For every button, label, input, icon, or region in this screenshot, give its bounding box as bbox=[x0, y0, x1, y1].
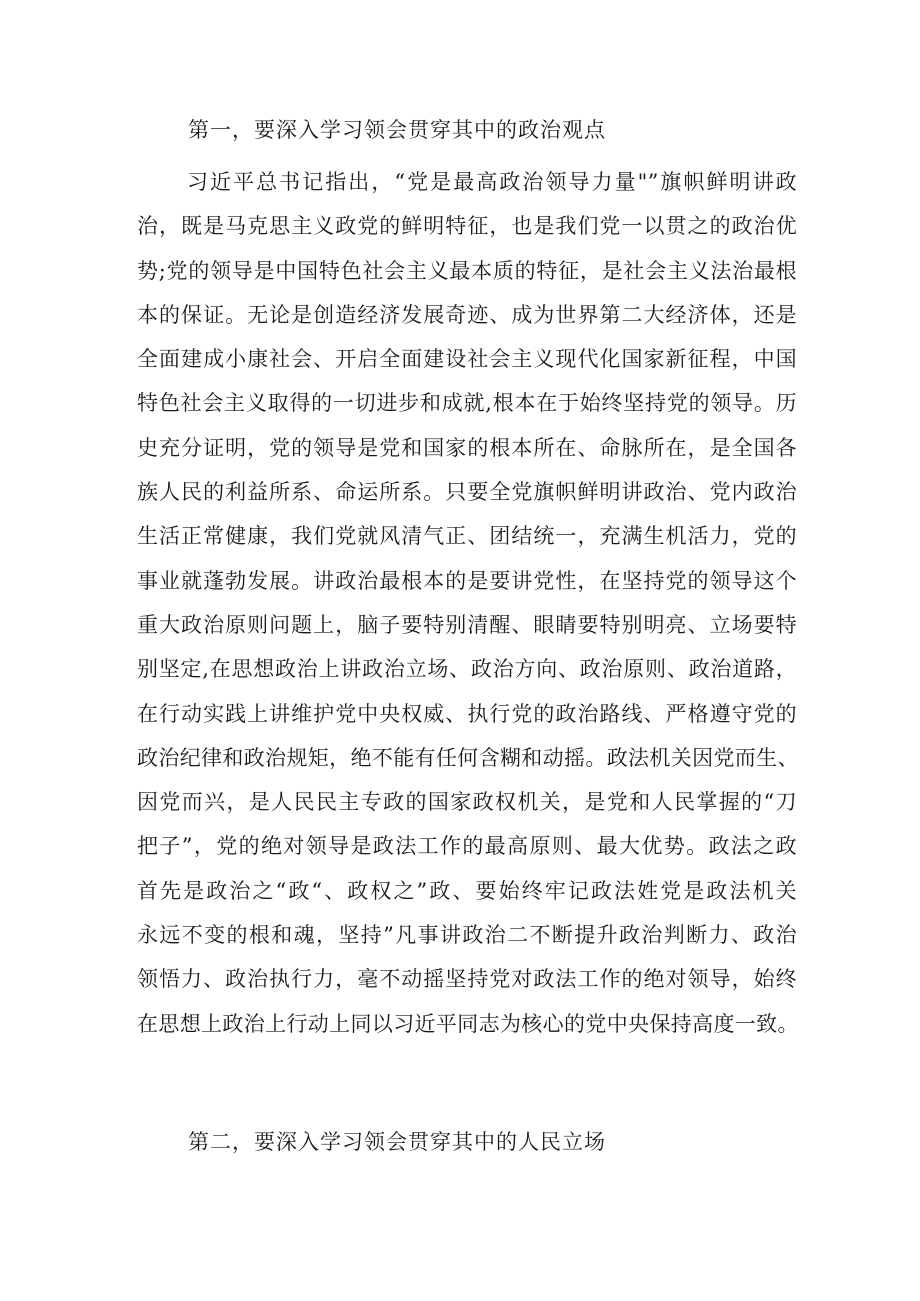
paragraph-line: 重大政治原则问题上，脑子要特别清醒、眼睛要特别明亮、立场要特 bbox=[137, 612, 797, 637]
paragraph-line: 事业就蓬勃发展。讲政治最根本的是要讲党性，在坚持党的领导这个 bbox=[137, 568, 797, 593]
paragraph-line: 治，既是马克思主义政党的鲜明特征，也是我们党一以贯之的政治优 bbox=[137, 214, 797, 239]
paragraph-line: 习近平总书记指出，“党是最高政治领导力量"”旗帜鲜明讲政 bbox=[187, 170, 797, 194]
paragraph-line: 政治纪律和政治规矩，绝不能有任何含糊和动摇。政法机关因党而生、 bbox=[137, 745, 799, 770]
paragraph-line: 因党而兴，是人民民主专政的国家政权机关，是党和人民掌握的“刀 bbox=[137, 790, 797, 815]
paragraph-line: 族人民的利益所系、命运所系。只要全党旗帜鲜明讲政治、党内政治 bbox=[137, 480, 797, 505]
paragraph-line: 特色社会主义取得的一切进步和成就,根本在于始终坚持党的领导。历 bbox=[137, 391, 797, 416]
paragraph-line: 在思想上政治上行动上同以习近平同志为核心的党中央保持高度一致。 bbox=[137, 1011, 799, 1036]
paragraph-line: 领悟力、政治执行力，毫不动摇坚持党对政法工作的绝对领导，始终 bbox=[137, 967, 797, 992]
paragraph-line: 史充分证明，党的领导是党和国家的根本所在、命脉所在，是全国各 bbox=[137, 435, 797, 460]
section-heading-2: 第二，要深入学习领会贯穿其中的人民立场 bbox=[188, 1130, 606, 1154]
body-paragraph bbox=[137, 160, 797, 1046]
paragraph-line: 生活正常健康，我们党就风清气正、团结统一，充满生机活力，党的 bbox=[137, 524, 797, 549]
paragraph-line: 别坚定,在思想政治上讲政治立场、政治方向、政治原则、政治道路， bbox=[137, 657, 797, 682]
paragraph-line: 势;党的领导是中国特色社会主义最本质的特征，是社会主义法治最根 bbox=[137, 258, 797, 283]
paragraph-line: 在行动实践上讲维护党中央权威、执行党的政治路线、严格遵守党的 bbox=[137, 701, 797, 726]
paragraph-line: 本的保证。无论是创造经济发展奇迹、成为世界第二大经济体，还是 bbox=[137, 302, 797, 327]
paragraph-line: 全面建成小康社会、开启全面建设社会主义现代化国家新征程，中国 bbox=[137, 347, 797, 372]
paragraph-line: 永远不变的根和魂，坚持”凡事讲政治二不断提升政治判断力、政治 bbox=[137, 923, 797, 948]
section-heading-1: 第一，要深入学习领会贯穿其中的政治观点 bbox=[188, 118, 606, 142]
paragraph-line: 首先是政治之“政“、政权之”政、要始终牢记政法姓党是政法机关 bbox=[137, 878, 797, 903]
paragraph-line: 把子”，党的绝对领导是政法工作的最高原则、最大优势。政法之政 bbox=[137, 834, 797, 859]
